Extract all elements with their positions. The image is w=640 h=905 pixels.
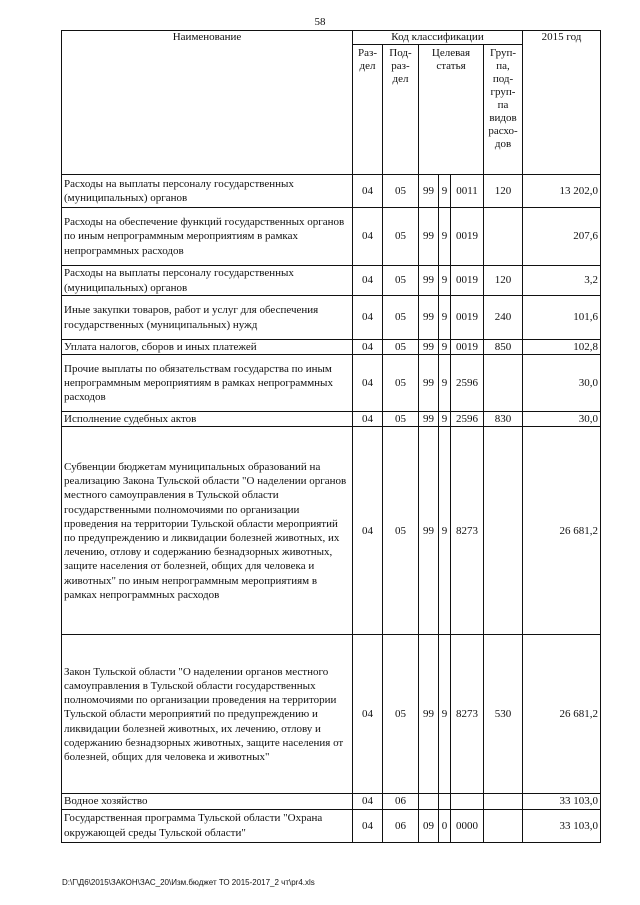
row-target-subprogram: 9 <box>439 175 451 208</box>
row-name: Иные закупки товаров, работ и услуг для обеспечения государственных (муниципальных) нужд <box>62 296 353 340</box>
table-body <box>62 175 601 843</box>
row-amount: 26 681,2 <box>523 635 601 794</box>
row-section: 04 <box>353 355 383 412</box>
table-row <box>62 412 601 427</box>
page-number: 58 <box>314 16 326 28</box>
row-amount: 3,2 <box>523 266 601 296</box>
row-name: Расходы на обеспечение функций государственных органов по иным непрограммным мероприятиям в рамках непрограммных расходов <box>62 208 353 266</box>
row-subsection: 05 <box>383 355 419 412</box>
row-subsection: 05 <box>383 427 419 635</box>
row-target-code: 2596 <box>451 355 484 412</box>
row-expense-group <box>484 427 523 635</box>
row-target-program: 99 <box>419 340 439 355</box>
row-target-code: 0019 <box>451 266 484 296</box>
row-target-subprogram: 9 <box>439 355 451 412</box>
row-expense-group <box>484 208 523 266</box>
row-target-subprogram: 9 <box>439 635 451 794</box>
row-subsection: 05 <box>383 175 419 208</box>
row-amount: 30,0 <box>523 355 601 412</box>
row-target-program: 99 <box>419 635 439 794</box>
table-row <box>62 296 601 340</box>
row-name: Водное хозяйство <box>62 794 353 809</box>
row-target-code: 0000 <box>451 809 484 842</box>
row-section: 04 <box>353 427 383 635</box>
table-row <box>62 355 601 412</box>
table-row <box>62 794 601 809</box>
table-row <box>62 175 601 208</box>
col-header-name: Наименование <box>62 31 353 175</box>
row-section: 04 <box>353 340 383 355</box>
col-header-group: Груп- па, под- груп- па видов расхо- дов <box>484 45 523 175</box>
row-expense-group: 120 <box>484 175 523 208</box>
row-section: 04 <box>353 794 383 809</box>
row-section: 04 <box>353 296 383 340</box>
row-subsection: 06 <box>383 809 419 842</box>
row-subsection: 05 <box>383 296 419 340</box>
row-section: 04 <box>353 175 383 208</box>
row-amount: 33 103,0 <box>523 794 601 809</box>
row-subsection: 05 <box>383 208 419 266</box>
row-target-program: 99 <box>419 427 439 635</box>
row-target-subprogram: 9 <box>439 412 451 427</box>
col-header-target: Целевая статья <box>419 45 484 175</box>
row-name: Расходы на выплаты персоналу государственных (муниципальных) органов <box>62 266 353 296</box>
row-target-subprogram: 9 <box>439 340 451 355</box>
row-section: 04 <box>353 635 383 794</box>
row-expense-group: 120 <box>484 266 523 296</box>
row-subsection: 05 <box>383 412 419 427</box>
row-target-subprogram: 9 <box>439 427 451 635</box>
row-amount: 102,8 <box>523 340 601 355</box>
row-target-subprogram <box>439 794 451 809</box>
row-amount: 13 202,0 <box>523 175 601 208</box>
table-row <box>62 208 601 266</box>
row-target-code: 0011 <box>451 175 484 208</box>
row-name: Прочие выплаты по обязательствам государства по иным непрограммным мероприятиям в рамках непрограммных расходов <box>62 355 353 412</box>
row-target-subprogram: 9 <box>439 296 451 340</box>
row-subsection: 05 <box>383 635 419 794</box>
table-row <box>62 809 601 842</box>
row-expense-group: 850 <box>484 340 523 355</box>
row-target-subprogram: 0 <box>439 809 451 842</box>
row-name: Исполнение судебных актов <box>62 412 353 427</box>
row-section: 04 <box>353 266 383 296</box>
row-expense-group: 240 <box>484 296 523 340</box>
row-target-code: 0019 <box>451 340 484 355</box>
row-name: Расходы на выплаты персоналу государственных (муниципальных) органов <box>62 175 353 208</box>
row-name: Уплата налогов, сборов и иных платежей <box>62 340 353 355</box>
row-expense-group: 830 <box>484 412 523 427</box>
row-target-program: 99 <box>419 296 439 340</box>
row-section: 04 <box>353 412 383 427</box>
row-target-code: 0019 <box>451 208 484 266</box>
row-target-program: 99 <box>419 412 439 427</box>
row-amount: 101,6 <box>523 296 601 340</box>
row-name: Субвенции бюджетам муниципальных образований на реализацию Закона Тульской области "О наделении органов местного самоуправления в Тульской области государственными полномочиями по организации проведения на территории Тульской области мероприятий по предупреждению и ликвидации болезней животных, их лечению, отлову и содержанию безнадзорных животных, защите населения от болезней, общих для человека и животных" по иным непрограммным мероприятиям в рамках непрограммных расходов <box>62 427 353 635</box>
row-subsection: 05 <box>383 340 419 355</box>
row-target-program: 09 <box>419 809 439 842</box>
row-target-code <box>451 794 484 809</box>
col-header-section: Раз- дел <box>353 45 383 175</box>
row-expense-group <box>484 794 523 809</box>
table-row <box>62 635 601 794</box>
col-header-classification: Код классификации <box>353 31 523 45</box>
row-subsection: 05 <box>383 266 419 296</box>
row-name: Закон Тульской области "О наделении органов местного самоуправления в Тульской области государственных полномочиями по организации проведения на территории Тульской области мероприятий по предупреждению и ликвидации болезней животных, их лечению, отлову и содержанию безнадзорных животных, защите населения от болезней, общих для человека и животных" <box>62 635 353 794</box>
row-amount: 26 681,2 <box>523 427 601 635</box>
row-target-code: 2596 <box>451 412 484 427</box>
row-amount: 33 103,0 <box>523 809 601 842</box>
row-expense-group <box>484 809 523 842</box>
row-amount: 30,0 <box>523 412 601 427</box>
row-expense-group <box>484 355 523 412</box>
table-row <box>62 266 601 296</box>
file-path-footer: D:\Г\Д6\2015\ЗАКОН\ЗАС_20\Изм.бюджет ТО 2015-2017_2 чт\pr4.xls <box>62 878 315 887</box>
table-row <box>62 340 601 355</box>
row-section: 04 <box>353 208 383 266</box>
row-target-program: 99 <box>419 175 439 208</box>
budget-table <box>61 30 601 843</box>
row-target-code: 0019 <box>451 296 484 340</box>
row-subsection: 06 <box>383 794 419 809</box>
row-target-subprogram: 9 <box>439 266 451 296</box>
row-target-subprogram: 9 <box>439 208 451 266</box>
row-target-code: 8273 <box>451 635 484 794</box>
row-target-program <box>419 794 439 809</box>
row-name: Государственная программа Тульской области "Охрана окружающей среды Тульской области" <box>62 809 353 842</box>
row-target-program: 99 <box>419 208 439 266</box>
table-row <box>62 427 601 635</box>
row-target-program: 99 <box>419 266 439 296</box>
row-expense-group: 530 <box>484 635 523 794</box>
row-target-code: 8273 <box>451 427 484 635</box>
row-section: 04 <box>353 809 383 842</box>
row-amount: 207,6 <box>523 208 601 266</box>
col-header-subsection: Под- раз- дел <box>383 45 419 175</box>
row-target-program: 99 <box>419 355 439 412</box>
col-header-year: 2015 год <box>523 31 601 175</box>
